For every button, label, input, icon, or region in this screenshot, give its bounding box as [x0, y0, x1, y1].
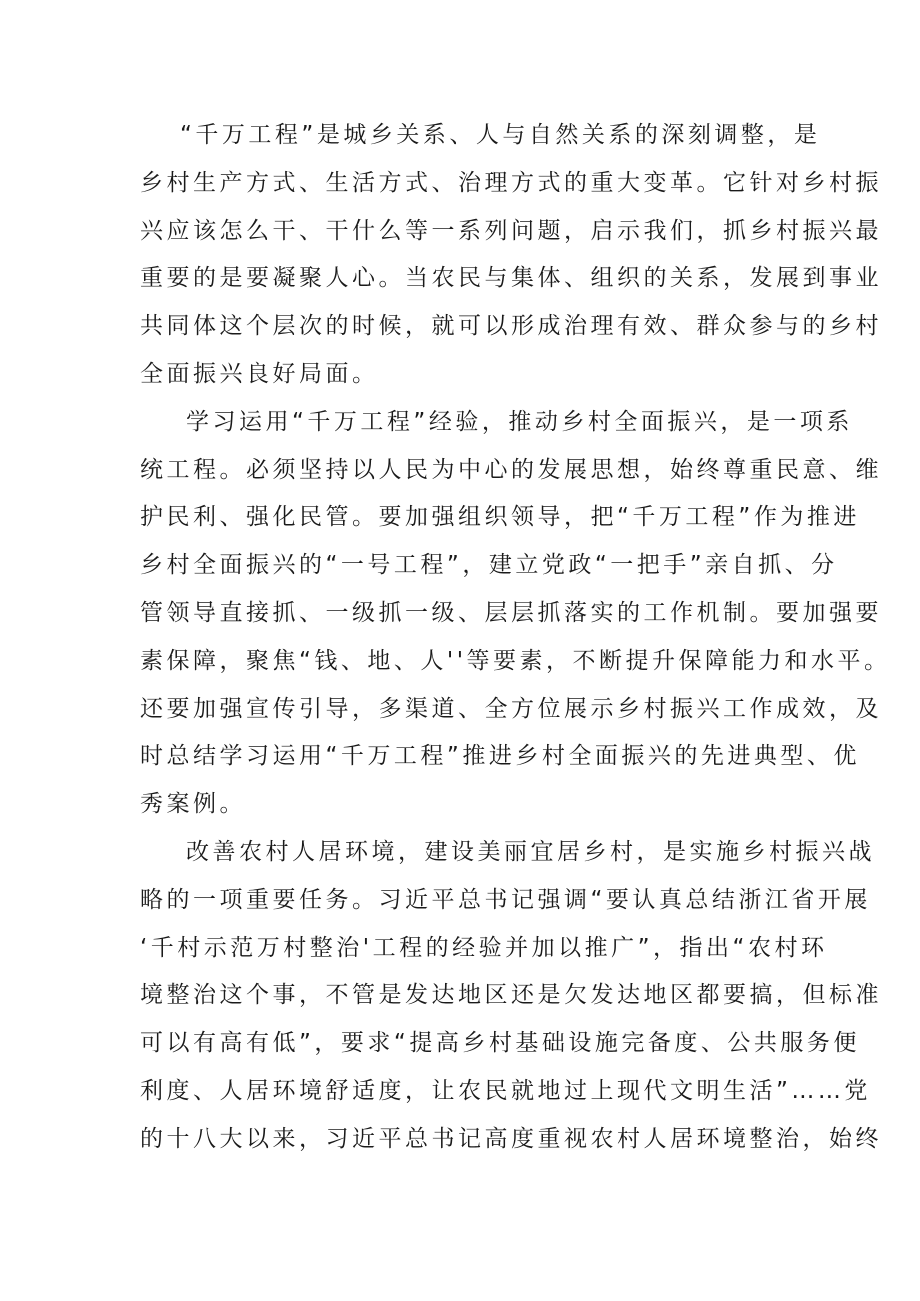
text-line: 乡村生产方式、生活方式、治理方式的重大变革。它针对乡村振 — [140, 169, 882, 196]
text-line: 改善农村人居环境，建设美丽宜居乡村，是实施乡村振兴战 — [186, 838, 875, 865]
text-line: 时总结学习运用“千万工程”推进乡村全面振兴的先进典型、优 — [140, 743, 860, 770]
text-line: ‘千村示范万村整治'工程的经验并加以推广”，指出“农村环 — [140, 934, 828, 961]
text-line: 境整治这个事，不管是发达地区还是欠发达地区都要搞，但标准 — [140, 982, 882, 1009]
text-line: 护民利、强化民管。要加强组织领导，把“千万工程”作为推进 — [140, 504, 860, 531]
text-line: 管领导直接抓、一级抓一级、层层抓落实的工作机制。要加强要 — [140, 599, 882, 626]
text-line: 兴应该怎么干、干什么等一系列问题，启示我们，抓乡村振兴最 — [140, 217, 882, 244]
text-line: 重要的是要凝聚人心。当农民与集体、组织的关系，发展到事业 — [140, 265, 882, 292]
text-line: “千万工程”是城乡关系、人与自然关系的深刻调整，是 — [180, 122, 821, 148]
text-line: 统工程。必须坚持以人民为中心的发展思想，始终尊重民意、维 — [140, 456, 882, 483]
text-line: 可以有高有低”，要求“提高乡村基础设施完备度、公共服务便 — [140, 1030, 860, 1057]
text-line: 秀案例。 — [140, 791, 246, 818]
text-line: 全面振兴良好局面。 — [140, 360, 379, 387]
paragraph-1 — [140, 112, 882, 399]
text-line: 利度、人居环境舒适度，让农民就地过上现代文明生活”……党 — [140, 1077, 871, 1104]
text-line: 还要加强宣传引导，多渠道、全方位展示乡村振兴工作成效，及 — [140, 695, 882, 722]
text-line: 学习运用“千万工程”经验，推动乡村全面振兴，是一项系 — [186, 408, 853, 435]
text-line: 略的一项重要任务。习近平总书记强调“要认真总结浙江省开展 — [140, 886, 871, 913]
text-line: 乡村全面振兴的“一号工程”，建立党政“一把手”亲自抓、分 — [140, 552, 838, 579]
text-line: 共同体这个层次的时候，就可以形成治理有效、群众参与的乡村 — [140, 313, 882, 340]
text-line: 素保障，聚焦“钱、地、人''等要素，不断提升保障能力和水平。 — [140, 647, 891, 674]
text-line: 的十八大以来，习近平总书记高度重视农村人居环境整治，始终 — [140, 1125, 882, 1152]
paragraph-3 — [140, 829, 882, 1164]
paragraph-2 — [140, 399, 891, 829]
document-body — [140, 112, 891, 1164]
